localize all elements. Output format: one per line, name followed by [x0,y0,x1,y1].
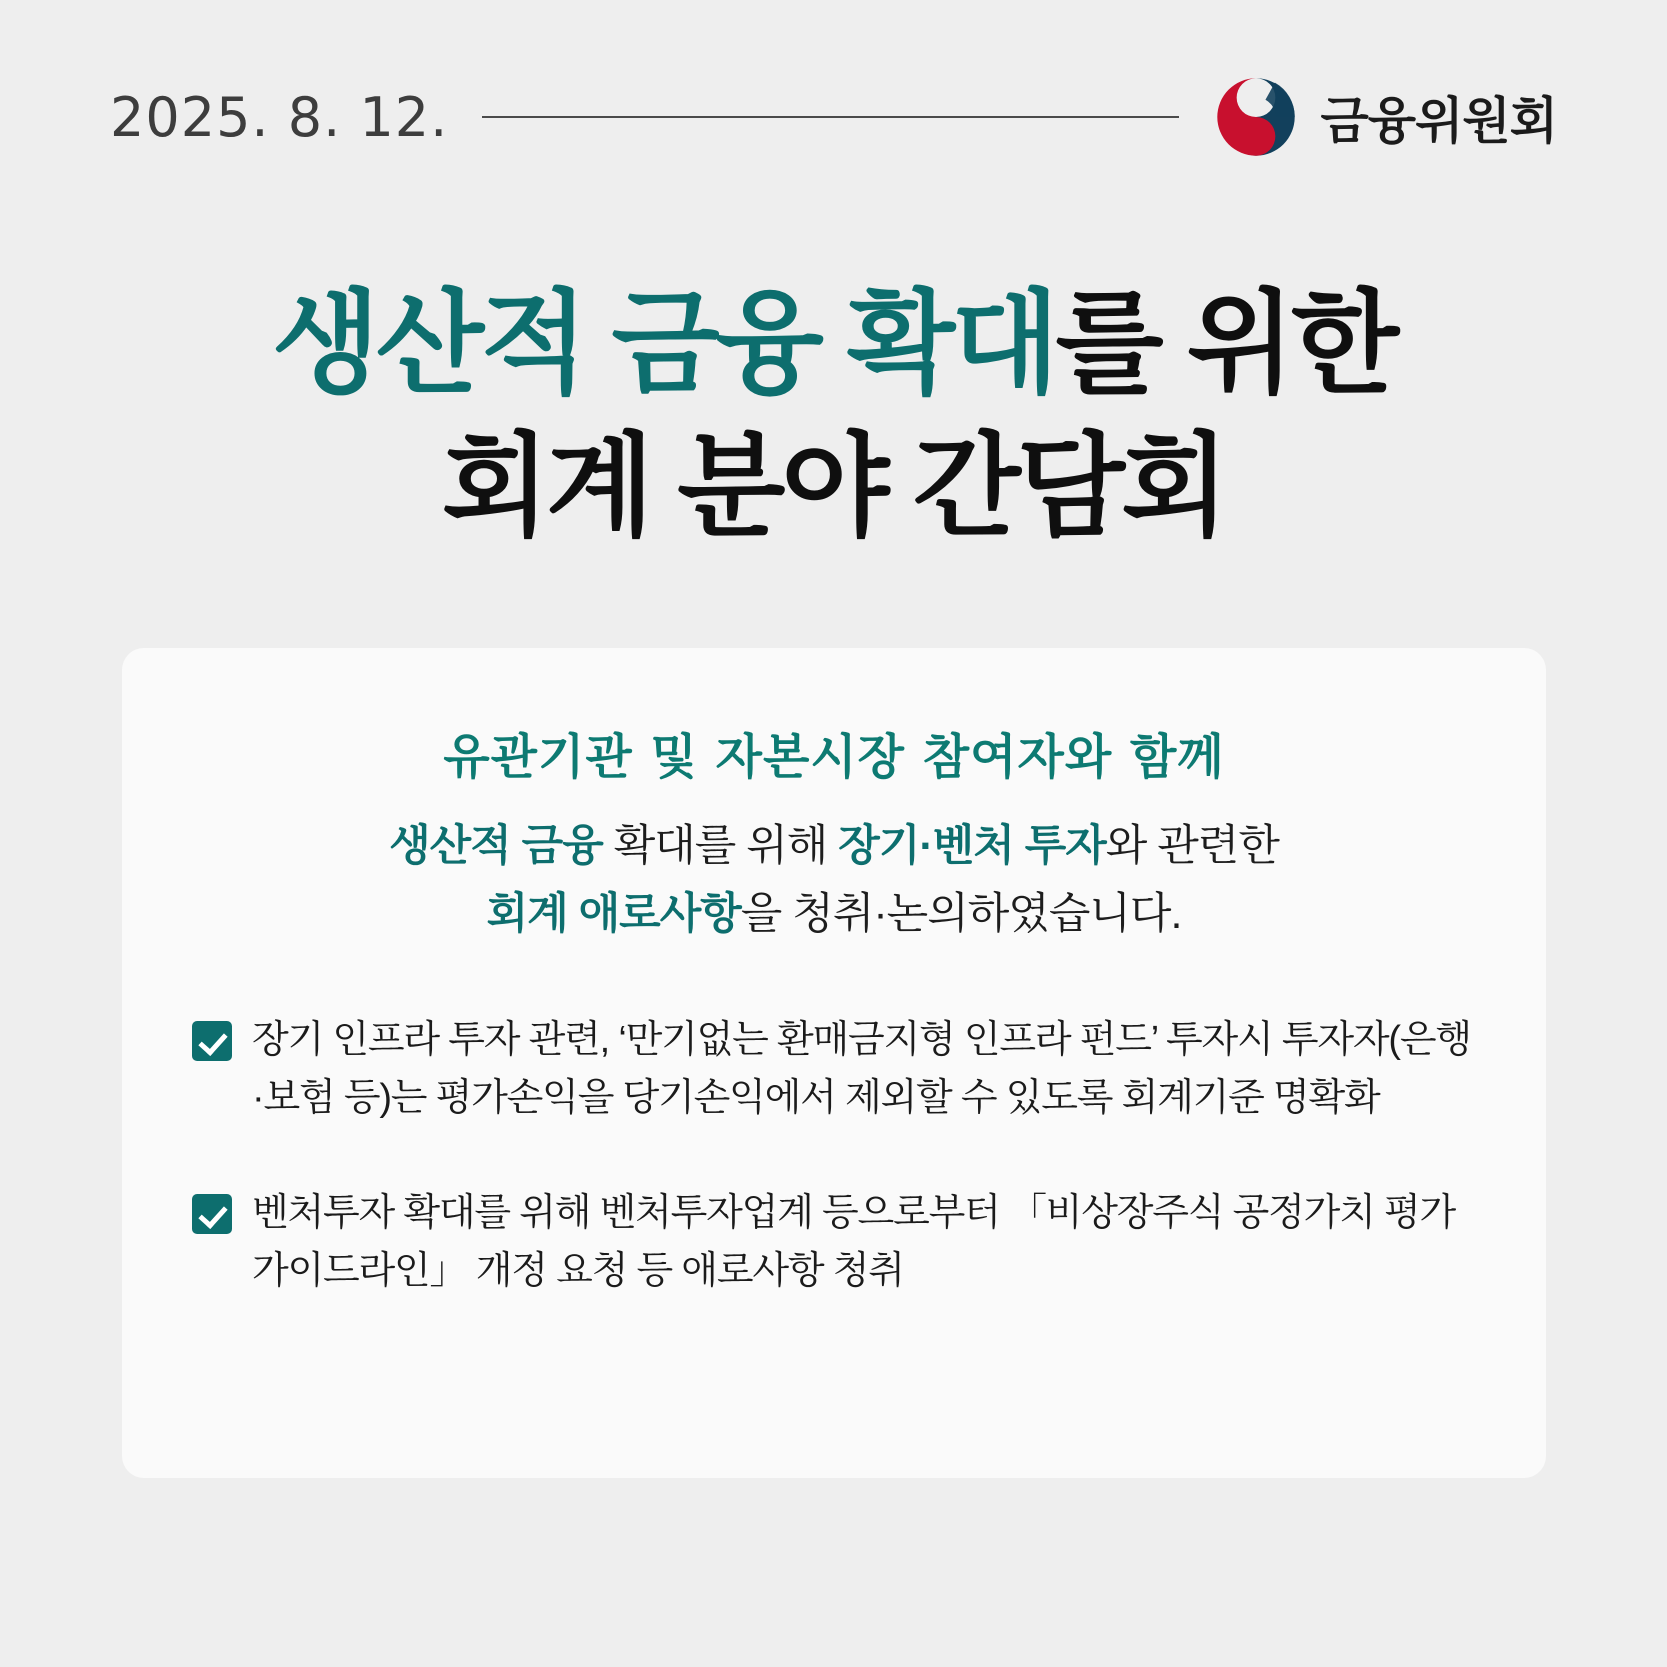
header-divider [482,116,1178,118]
title-line-1-highlight: 생산적 금융 확대 [271,281,1056,406]
check-box-icon [192,1021,232,1061]
bullet-list [192,1011,1476,1301]
list-item [192,1011,1476,1128]
lead-text-2: 와 관련한 [1105,822,1279,870]
lead-paragraph [192,813,1476,949]
taegeuk-emblem-icon [1213,74,1299,160]
brand-lockup [1213,74,1558,160]
content-card [122,648,1546,1478]
lead-highlight-2: 장기·벤처 투자 [838,822,1106,870]
lead-text-3: 을 청취·논의하였습니다. [740,889,1182,938]
publication-date: 2025. 8. 12. [110,85,449,149]
list-item-text: 장기 인프라 투자 관련, ‘만기없는 환매금지형 인프라 펀드’ 투자시 투자자(은행·보험 등)는 평가손익을 당기손익에서 제외할 수 있도록 회계기준 명확화 [252,1018,1471,1120]
lead-highlight-3: 회계 애로사항 [486,889,741,938]
title-line-1 [0,272,1667,415]
list-item-text: 벤처투자 확대를 위해 벤처투자업계 등으로부터 「비상장주식 공정가치 평가 가이드라인」 개정 요청 등 애로사항 청취 [252,1191,1456,1293]
check-box-icon [192,1194,232,1234]
page-header [0,72,1667,162]
lead-highlight-1: 생산적 금융 [389,822,603,870]
title-line-2: 회계 분야 간담회 [441,424,1226,550]
handwritten-subtitle: 유관기관 및 자본시장 참여자와 함께 [443,729,1225,785]
page-title [0,272,1667,559]
lead-text-1: 확대를 위해 [602,822,839,870]
list-item [192,1184,1476,1301]
title-line-1-rest: 를 위한 [1055,281,1396,406]
brand-name: 금융위원회 [1320,93,1557,149]
